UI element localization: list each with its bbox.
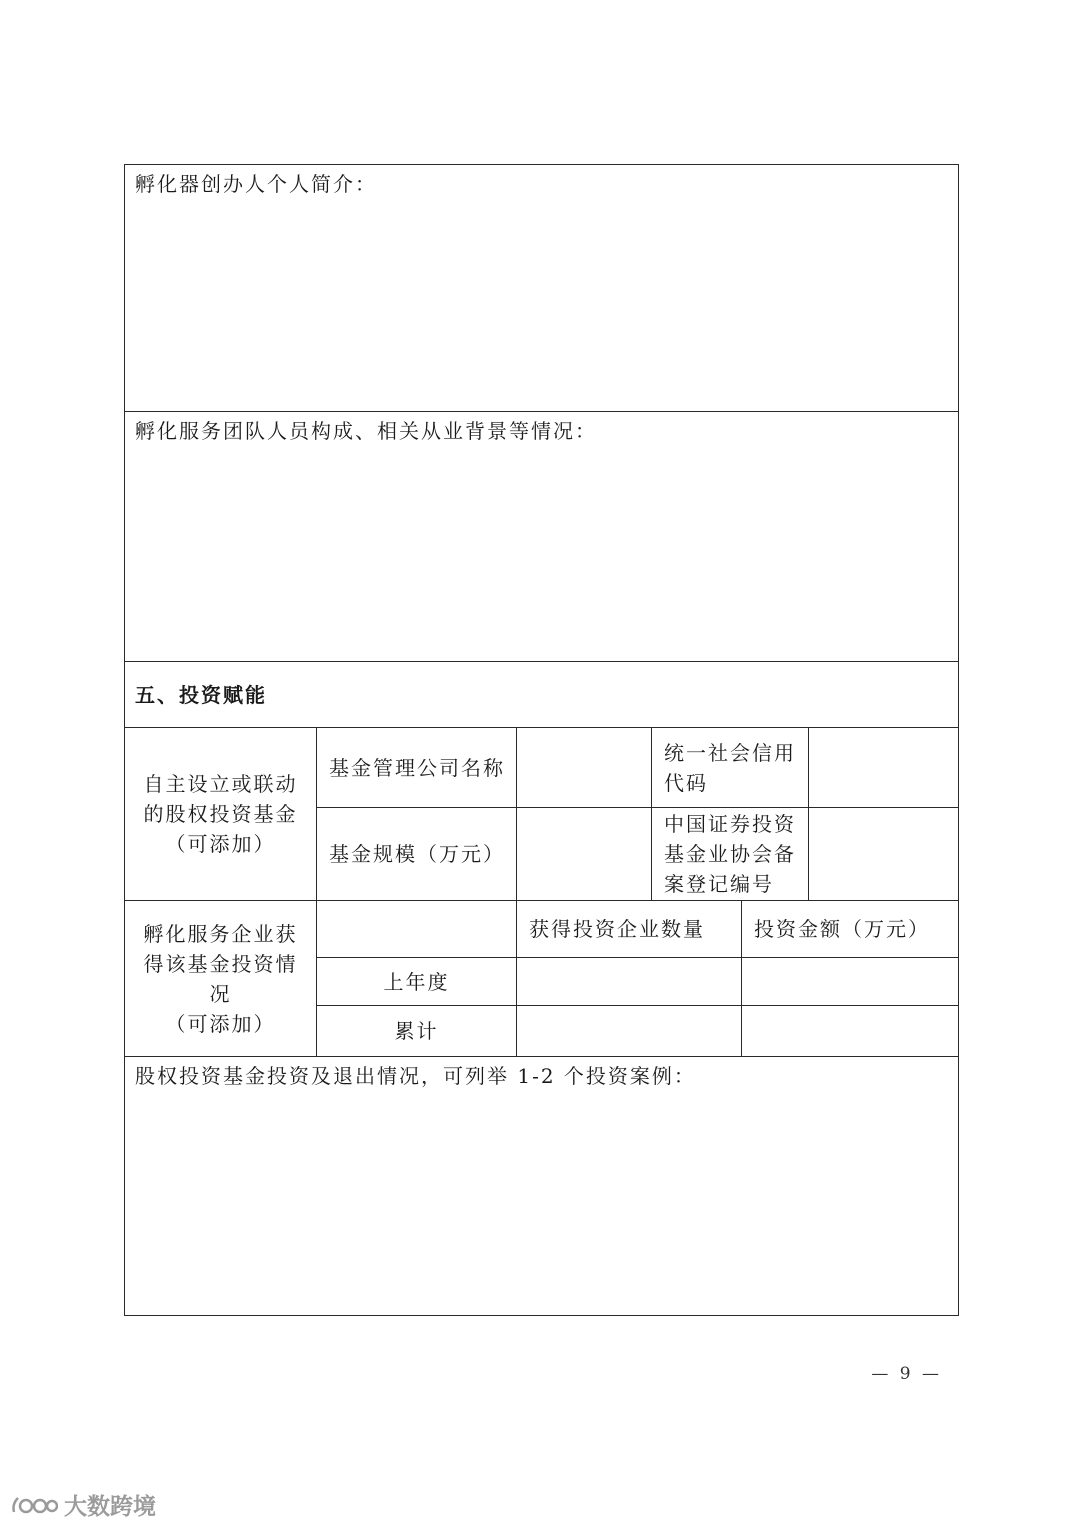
fund-manager-name-label: 基金管理公司名称 <box>317 728 517 808</box>
fund-row-label-line: 自主设立或联动 <box>143 772 298 796</box>
fund-manager-name-value[interactable] <box>517 728 652 808</box>
fund-scale-label: 基金规模（万元） <box>317 808 517 901</box>
founder-intro-cell[interactable] <box>125 165 959 412</box>
investment-header-blank <box>317 901 517 958</box>
team-label: 孵化服务团队人员构成、相关从业背景等情况： <box>135 419 597 443</box>
credit-code-label-line: 统一社会信用 <box>664 740 796 765</box>
investment-row-label-line: 况 <box>209 981 232 1006</box>
logo-icon <box>10 1492 58 1518</box>
fund-row-label-line: 的股权投资基金 <box>143 802 298 826</box>
credit-code-label-line: 代码 <box>664 770 708 795</box>
team-cell[interactable] <box>125 412 959 662</box>
application-form-table <box>124 164 959 1316</box>
amac-registration-value[interactable] <box>809 808 959 901</box>
section-title: 五、投资赋能 <box>125 662 959 728</box>
watermark-text: 大数跨境 <box>64 1494 156 1520</box>
fund-row-label-line: （可添加） <box>165 832 276 856</box>
investment-cases-cell[interactable] <box>125 1057 959 1316</box>
amac-registration-label-line: 中国证券投资 <box>664 812 796 836</box>
cumulative-count-value[interactable] <box>517 1006 742 1057</box>
founder-intro-label: 孵化器创办人个人简介： <box>135 172 377 196</box>
amac-registration-label <box>652 808 809 901</box>
col-investee-count-header: 获得投资企业数量 <box>517 901 742 958</box>
investment-row-label <box>125 901 317 1057</box>
page-number <box>0 1364 1080 1384</box>
watermark <box>10 1488 156 1521</box>
investment-row-label-line: （可添加） <box>165 1011 276 1036</box>
page-number-text: — 9 — <box>871 1364 942 1384</box>
fund-row-label <box>125 728 317 901</box>
last-year-amount-value[interactable] <box>742 958 959 1006</box>
col-investment-amount-header: 投资金额（万元） <box>742 901 959 958</box>
investment-row-label-line: 孵化服务企业获 <box>143 921 298 946</box>
credit-code-label <box>652 728 809 808</box>
amac-registration-label-line: 案登记编号 <box>664 872 774 896</box>
last-year-count-value[interactable] <box>517 958 742 1006</box>
credit-code-value[interactable] <box>809 728 959 808</box>
fund-scale-value[interactable] <box>517 808 652 901</box>
row-last-year-label: 上年度 <box>317 958 517 1006</box>
cumulative-amount-value[interactable] <box>742 1006 959 1057</box>
amac-registration-label-line: 基金业协会备 <box>664 842 796 866</box>
row-cumulative-label: 累计 <box>317 1006 517 1057</box>
investment-row-label-line: 得该基金投资情 <box>143 951 298 976</box>
investment-cases-label: 股权投资基金投资及退出情况，可列举 1-2 个投资案例： <box>135 1064 696 1088</box>
